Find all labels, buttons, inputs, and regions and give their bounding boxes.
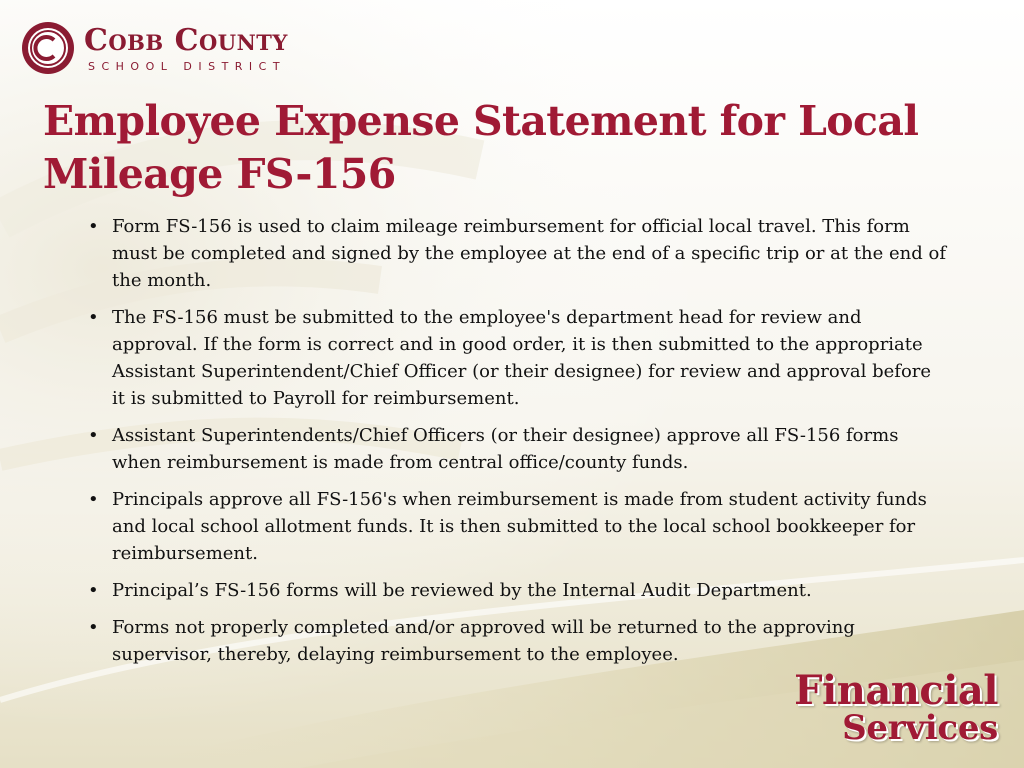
bullet-text: Assistant Superintendents/Chief Officers (or their designee) approve all FS-156 forms when reimbursement is made from central office/county funds. bbox=[112, 425, 899, 473]
footer-line-services: Services bbox=[842, 708, 998, 748]
bullet-text: Principals approve all FS-156's when reimbursement is made from student activity funds and local school allotment funds. It is then submitted to the local school bookkeeper for reimbursement. bbox=[112, 489, 927, 564]
district-logo bbox=[20, 20, 320, 82]
bullet-text: Forms not properly completed and/or approved will be returned to the approving supervisor, thereby, delaying reimbursement to the employee. bbox=[112, 617, 855, 665]
list-item bbox=[86, 486, 946, 567]
bullet-list bbox=[86, 213, 946, 678]
financial-services-logo bbox=[794, 667, 998, 748]
bullet-icon: • bbox=[88, 617, 99, 638]
list-item bbox=[86, 422, 946, 476]
bullet-icon: • bbox=[88, 216, 99, 237]
list-item bbox=[86, 304, 946, 412]
list-item bbox=[86, 577, 946, 604]
district-name: Cobb County bbox=[84, 23, 288, 58]
bullet-icon: • bbox=[88, 425, 99, 446]
bullet-icon: • bbox=[88, 580, 99, 601]
district-seal-icon bbox=[20, 20, 76, 76]
bullet-text: Form FS-156 is used to claim mileage reimbursement for official local travel. This form must be completed and signed by the employee at the end of a specific trip or at the end of the month. bbox=[112, 216, 947, 291]
slide-title: Employee Expense Statement for Local Mileage FS-156 bbox=[43, 97, 919, 198]
list-item bbox=[86, 614, 946, 668]
bullet-text: The FS-156 must be submitted to the employee's department head for review and approval. If the form is correct and in good order, it is then submitted to the appropriate Assistant Superintendent/Chief Officer (or their designee) for review and approval before it is submitted to Payroll for reimbursement. bbox=[112, 307, 932, 409]
bullet-text: Principal’s FS-156 forms will be reviewed by the Internal Audit Department. bbox=[112, 580, 812, 601]
bullet-icon: • bbox=[88, 307, 99, 328]
list-item bbox=[86, 213, 946, 294]
district-subtitle: SCHOOL DISTRICT bbox=[88, 60, 287, 73]
bullet-icon: • bbox=[88, 489, 99, 510]
footer-line-financial: Financial bbox=[794, 667, 998, 714]
